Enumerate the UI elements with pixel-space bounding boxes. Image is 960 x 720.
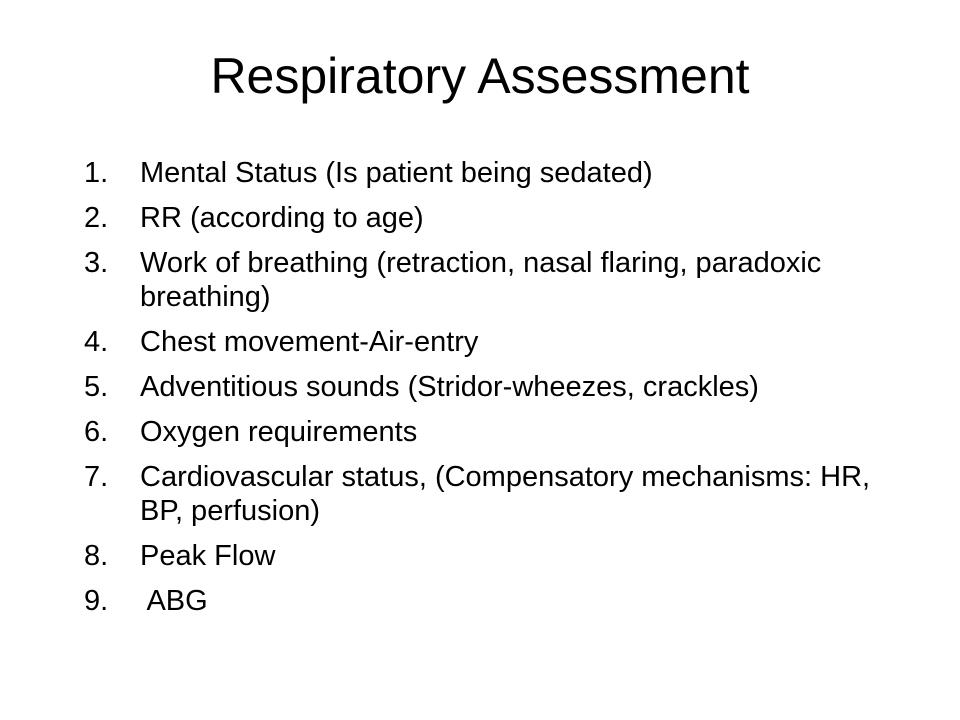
list-number: 4. <box>84 326 109 358</box>
list-item <box>84 460 904 528</box>
list-item-text: Mental Status (Is patient being sedated) <box>140 157 653 189</box>
list-item <box>84 584 904 618</box>
list-number: 5. <box>84 371 109 403</box>
list-number: 3. <box>84 247 109 279</box>
list-number: 2. <box>84 202 109 234</box>
list-item <box>84 370 904 404</box>
assessment-list <box>84 156 904 629</box>
list-item-text: RR (according to age) <box>140 202 424 234</box>
list-number: 1. <box>84 157 109 189</box>
list-item-text: Adventitious sounds (Stridor-wheezes, crackles) <box>140 371 759 403</box>
list-item <box>84 246 904 314</box>
list-item-text: Work of breathing (retraction, nasal flaring, paradoxic breathing) <box>140 247 822 313</box>
list-item <box>84 539 904 573</box>
list-number: 9. <box>84 585 109 617</box>
list-item <box>84 201 904 235</box>
list-item-text: Chest movement-Air-entry <box>140 326 479 358</box>
list-number: 6. <box>84 416 109 448</box>
list-item <box>84 325 904 359</box>
list-number: 7. <box>84 461 109 493</box>
list-item <box>84 156 904 190</box>
list-item-text: Oxygen requirements <box>140 416 418 448</box>
list-item-text: ABG <box>140 585 208 617</box>
list-number: 8. <box>84 540 109 572</box>
list-item-text: Peak Flow <box>140 540 276 572</box>
list-item-text: Cardiovascular status, (Compensatory mechanisms: HR, BP, perfusion) <box>140 461 871 527</box>
list-item <box>84 415 904 449</box>
slide-title: Respiratory Assessment <box>210 48 750 104</box>
